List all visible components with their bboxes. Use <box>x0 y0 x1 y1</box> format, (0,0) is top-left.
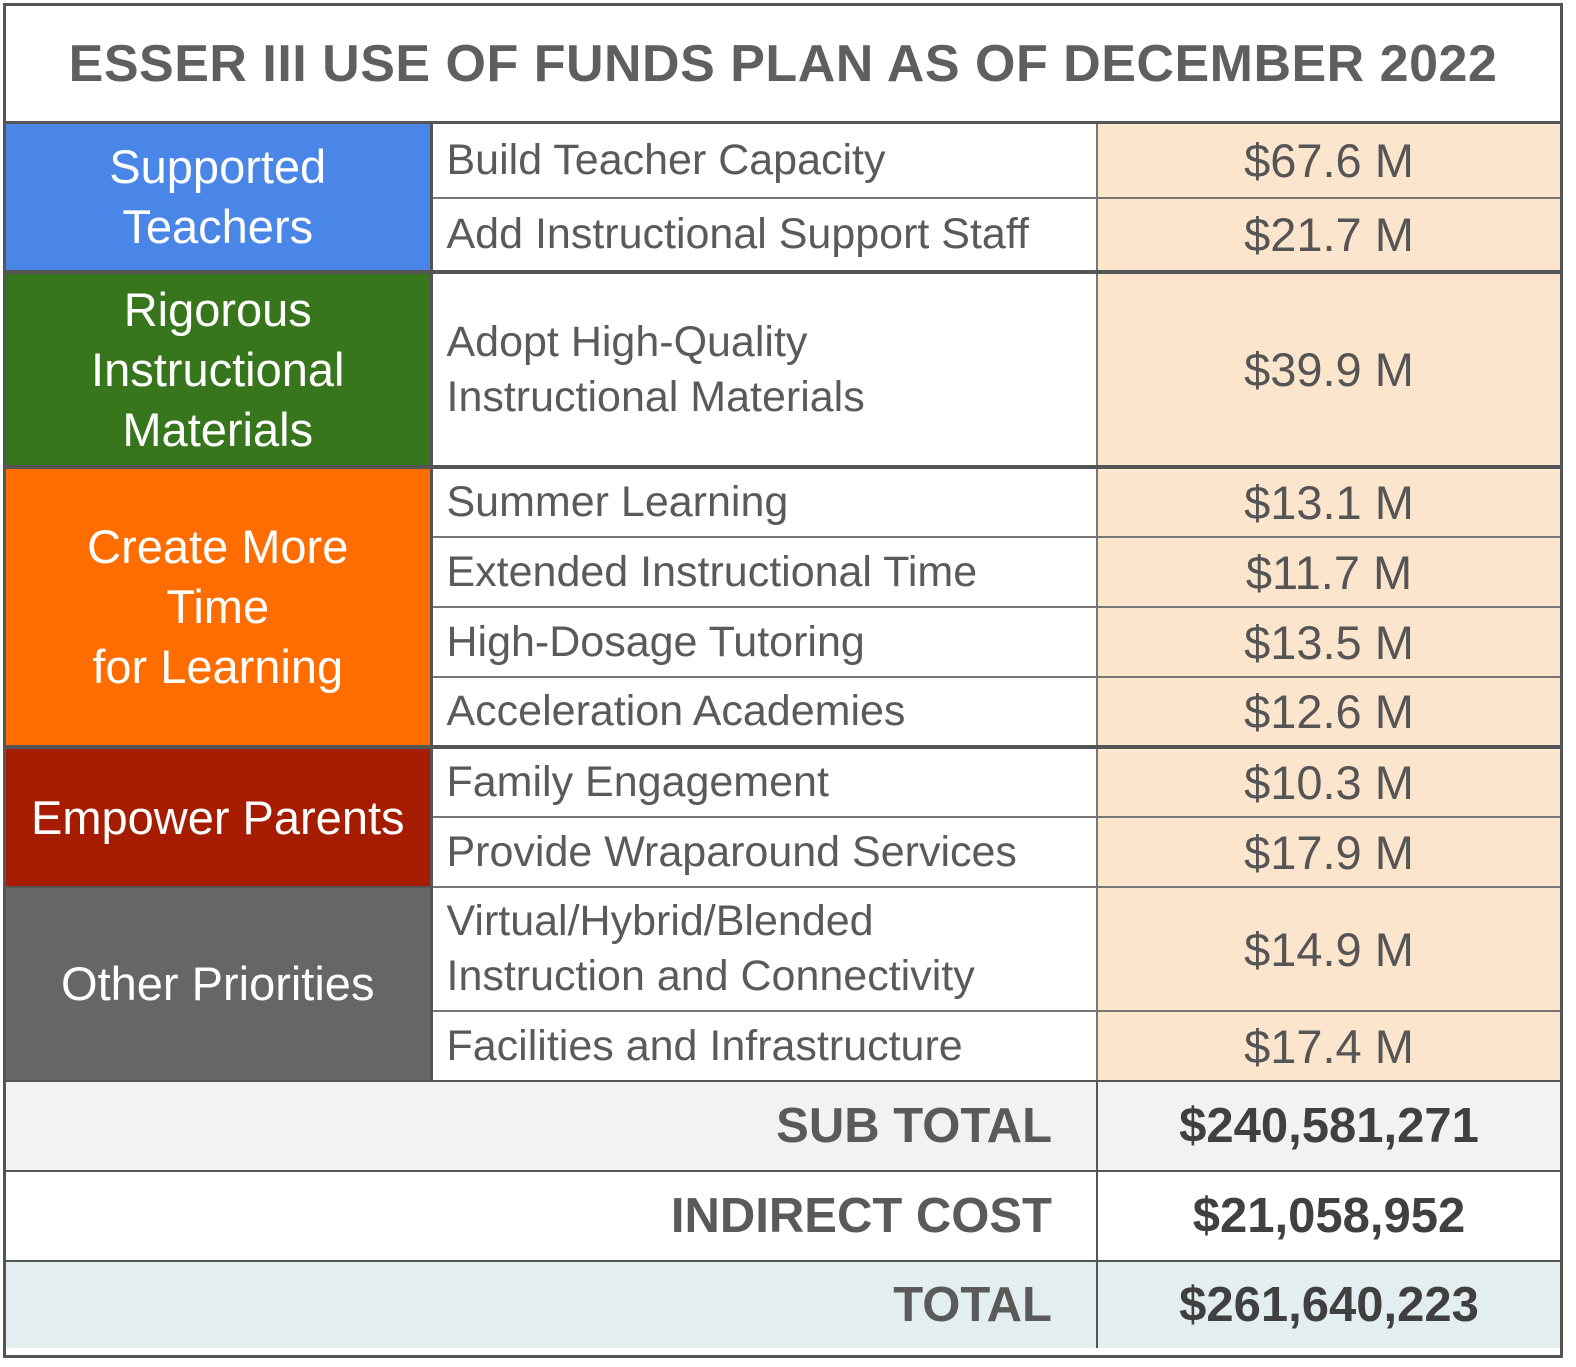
indirect-cost-value: $21,058,952 <box>1097 1171 1560 1261</box>
item-add-instructional-support-staff: Add Instructional Support Staff <box>431 198 1097 272</box>
item-extended-instructional-time: Extended Instructional Time <box>431 537 1097 607</box>
item-build-teacher-capacity: Build Teacher Capacity <box>431 124 1097 198</box>
item-name-line: Adopt High-Quality <box>446 317 808 366</box>
category-label-line: Create More <box>87 520 349 573</box>
total-value: $261,640,223 <box>1097 1261 1560 1348</box>
funds-plan-table <box>6 124 1560 1348</box>
category-label-line: Rigorous <box>123 282 312 336</box>
amount-high-dosage-tutoring: $13.5 M <box>1097 607 1560 677</box>
category-create-more-time <box>6 467 431 747</box>
amount-build-teacher-capacity: $67.6 M <box>1097 124 1560 198</box>
category-label-line: Instructional <box>91 342 345 396</box>
subtotal-value: $240,581,271 <box>1097 1081 1560 1171</box>
category-label-line: for Learning <box>92 640 344 693</box>
amount-add-instructional-support-staff: $21.7 M <box>1097 198 1560 272</box>
item-name-line: Virtual/Hybrid/Blended <box>446 897 874 945</box>
category-label-line: Empower Parents <box>30 790 405 844</box>
item-name-line: Instruction and Connectivity <box>446 952 975 1000</box>
amount-adopt-high-quality-materials: $39.9 M <box>1097 272 1560 467</box>
item-summer-learning: Summer Learning <box>431 467 1097 537</box>
total-label: TOTAL <box>6 1261 1097 1348</box>
funds-plan-table-frame <box>3 3 1563 1358</box>
amount-acceleration-academies: $12.6 M <box>1097 677 1560 747</box>
item-acceleration-academies: Acceleration Academies <box>431 677 1097 747</box>
amount-facilities-infrastructure: $17.4 M <box>1097 1011 1560 1081</box>
indirect-cost-label: INDIRECT COST <box>6 1171 1097 1261</box>
amount-provide-wraparound-services: $17.9 M <box>1097 817 1560 887</box>
subtotal-label: SUB TOTAL <box>6 1081 1097 1171</box>
item-provide-wraparound-services: Provide Wraparound Services <box>431 817 1097 887</box>
item-high-dosage-tutoring: High-Dosage Tutoring <box>431 607 1097 677</box>
item-name-line: Instructional Materials <box>446 372 865 421</box>
item-facilities-infrastructure: Facilities and Infrastructure <box>431 1011 1097 1081</box>
category-other-priorities <box>6 887 431 1081</box>
category-label-line: Other Priorities <box>61 957 375 1010</box>
item-virtual-hybrid-blended <box>431 887 1097 1011</box>
amount-virtual-hybrid-blended: $14.9 M <box>1097 887 1560 1011</box>
amount-family-engagement: $10.3 M <box>1097 747 1560 817</box>
category-label-line: Time <box>166 580 270 633</box>
page-title: ESSER III USE OF FUNDS PLAN AS OF DECEMBER 2022 <box>6 6 1560 124</box>
category-label-line: Materials <box>122 402 314 456</box>
category-rigorous-instructional-materials <box>6 272 431 467</box>
item-adopt-high-quality-materials <box>431 272 1097 467</box>
category-supported-teachers <box>6 124 431 272</box>
item-family-engagement: Family Engagement <box>431 747 1097 817</box>
category-label-line: Teachers <box>122 200 314 253</box>
category-label-line: Supported <box>109 140 327 193</box>
category-empower-parents <box>6 747 431 887</box>
amount-extended-instructional-time: $11.7 M <box>1097 537 1560 607</box>
amount-summer-learning: $13.1 M <box>1097 467 1560 537</box>
